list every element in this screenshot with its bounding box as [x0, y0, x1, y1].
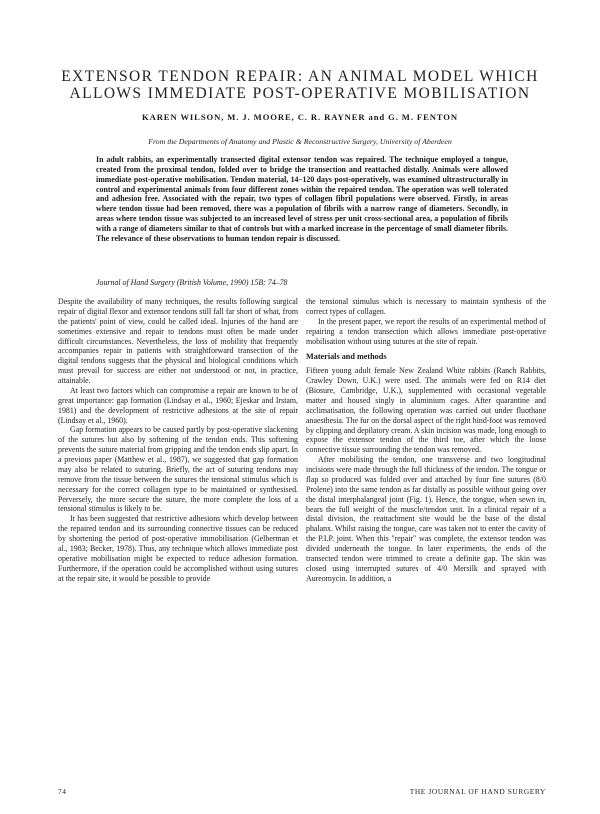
author-list: KAREN WILSON, M. J. MOORE, C. R. RAYNER and G. M. FENTON	[142, 112, 458, 122]
body-paragraph: the tensional stimulus which is necessary to maintain synthesis of the correct types of collagen.	[306, 297, 546, 316]
article-title: EXTENSOR TENDON REPAIR: AN ANIMAL MODEL WHICH ALLOWS IMMEDIATE POST-OPERATIVE MOBILISATION	[61, 68, 539, 102]
author-affiliation: From the Departments of Anatomy and Plastic & Reconstructive Surgery, University of Aberdeen	[148, 137, 452, 146]
abstract: In adult rabbits, an experimentally transected digital extensor tendon was repaired. The technique employed a tongue, created from the proximal tendon, folded over to bridge the transection and reattached distally. Animals were allowed immediate post-operative mobilisation. Tendon material, 14–120 days post-operatively, was examined ultrastructurally in control and experimental animals from four different zones within the repaired tendon. The operation was well tolerated and adhesion free. Associated with the repair, two types of collagen fibril populations were observed. Firstly, in areas where tendon tissue had been removed, there was a population of fibrils with a narrow range of diameters. Secondly, in areas where tendon tissue was subjected to an increased level of stress per unit cross-sectional area, a population of fibrils with a range of diameters similar to that of controls but with a marked increase in the percentage of small diameter fibrils. The relevance of these observations to human tendon repair is discussed.	[96, 155, 508, 243]
body-paragraph: At least two factors which can compromise a repair are known to be of great importance: gap formation (Lindsay et al., 1960; Ejeskar and Irstam, 1981) and the development of restrictive adhesions at the site of repair (Lindsay et al., 1960).	[58, 385, 298, 425]
body-paragraph: After mobilising the tendon, one transverse and two longitudinal incisions were made through the full thickness of the tendon. The tongue or flap so produced was folded over and attached by four fine sutures (8/0 Prolene) into the same tendon as far distally as possible without going over the distal interphalangeal joint (Fig. 1). Hence, the tongue, when sewn in, bears the full weight of the muscle/tendon unit. In a clinical repair of a distal division, the reattachment site would be the base of the distal phalanx. Whilst raising the tongue, care was taken not to enter the cavity of the P.I.P. joint. When this "repair" was complete, the extensor tendon was divided underneath the tongue. In later experiments, the ends of the transected tendon were trimmed to create a definite gap. The skin was closed using interrupted sutures of 4/0 Mersilk and sprayed with Aureomycin. In addition, a	[306, 455, 546, 583]
body-paragraph: In the present paper, we report the results of an experimental method of repairing a tendon transection which allows immediate post-operative mobilisation without using sutures at the site of repair.	[306, 316, 546, 346]
right-column	[306, 297, 546, 584]
left-column	[58, 297, 298, 583]
body-paragraph: Fifteen young adult female New Zealand White rabbits (Ranch Rabbits, Crawley Down, U.K.) were used. The animals were fed on R14 diet (Biosure, Cambridge, U.K.), supplemented with occasional vegetable matter and housed singly in aluminium cages. After quarantine and acclimatisation, the following operation was carried out under fluothane anaesthesia. The fur on the dorsal aspect of the right hind-foot was removed by clipping and depilatory cream. A skin incision was made, long enough to expose the extensor tendon of the third toe, after which the loose connective tissue surrounding the tendon was removed.	[306, 366, 546, 455]
body-paragraph: Despite the availability of many techniques, the results following surgical repair of digital flexor and extensor tendons still fall far short of what, from the patients' point of view, could be called ideal. Injuries of the hand are sometimes extensive and repair to tendons must often be made under difficult circumstances. Nevertheless, the loss of mobility that frequently accompanies repair in patients with straightforward transection of the digital tendons suggests that the physical and biological conditions which must prevail for success are either not understood or not, in practice, attainable.	[58, 297, 298, 385]
body-paragraph: Gap formation appears to be caused partly by post-operative slackening of the sutures but also by softening of the tendon ends. This softening prevents the suture material from gripping and the tendon ends slip apart. In a previous paper (Matthew et al., 1987), we suggested that gap formation may also be related to suturing. Briefly, the act of suturing tendons may remove from the tissue between the sutures the tensional stimulus which is necessary for the correct collagen type to be maintained or synthesised. Perversely, the more secure the suture, the more complete the loss of a tensional stimulus is likely to be.	[58, 425, 298, 514]
section-heading: Materials and methods	[306, 352, 387, 362]
journal-citation: Journal of Hand Surgery (British Volume, 1990) 15B: 74–78	[96, 278, 288, 287]
page-number: 74	[58, 787, 67, 796]
body-paragraph: It has been suggested that restrictive adhesions which develop between the repaired tendon and its surrounding connective tissues can be reduced by shortening the period of post-operative immobilisation (Gelberman et al., 1983; Becker, 1978). Thus, any technique which allows immediate post operative mobilisation might be expected to reduce adhesion formation. Furthermore, if the operation could be accomplished without using sutures at the repair site, it would be possible to provide	[58, 514, 298, 583]
running-journal-title: THE JOURNAL OF HAND SURGERY	[409, 787, 546, 796]
